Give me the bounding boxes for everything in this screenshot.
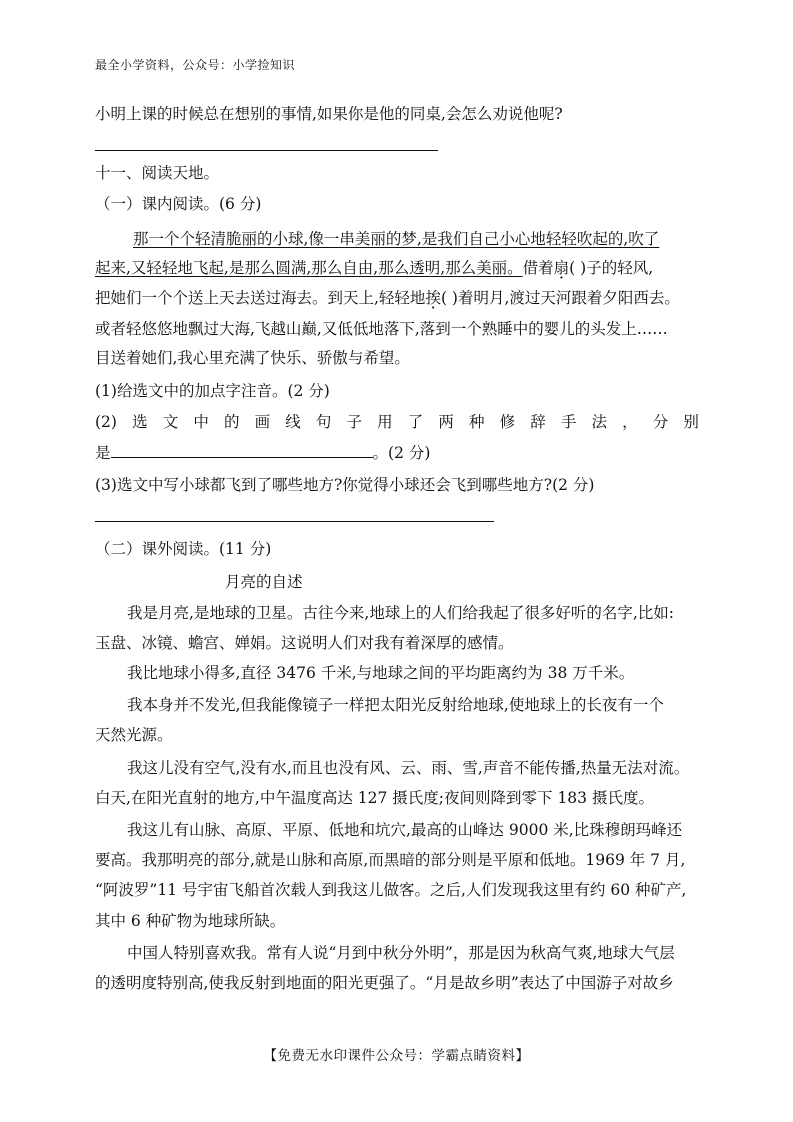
q2-char: 文 xyxy=(162,413,179,431)
q2-char: 别 xyxy=(683,413,699,431)
part2-title: （二）课外阅读。(11 分) xyxy=(95,540,272,558)
part1-title: （一）课内阅读。(6 分) xyxy=(95,195,262,213)
passage2-line: 的透明度特别高,使我反射到地面的阳光更强了。“月是故乡明”表达了中国游子对故乡 xyxy=(95,974,674,992)
passage2-line: 我本身并不发光,但我能像镜子一样把太阳光反射给地球,使地球上的长夜有一个 xyxy=(127,696,664,714)
passage2-line: 玉盘、冰镜、蟾宫、婵娟。这说明人们对我有着深厚的感情。 xyxy=(95,634,514,652)
q2-char: 画 xyxy=(254,413,271,431)
passage2-title: 月亮的自述 xyxy=(225,573,303,591)
dotted-char-shan: 扇 xyxy=(553,259,570,277)
passage2-line: “阿波罗”11 号宇宙飞船首次载人到我这儿做客。之后,人们发现我这里有约 60 种矿产, xyxy=(95,881,687,899)
passage2-line: 我比地球小得多,直径 3476 千米,与地球之间的平均距离约为 38 万千米。 xyxy=(127,664,635,682)
q2-char: 种 xyxy=(468,413,485,431)
passage1-text: 借着 xyxy=(522,259,554,277)
q2-tail-suffix: 。(2 分) xyxy=(372,444,431,462)
q2-char: 了 xyxy=(407,413,424,431)
passage1-line4: 或者轻悠悠地飘过大海,飞越山巅,又低低地落下,落到一个熟睡中的婴儿的头发上…… xyxy=(95,320,668,338)
passage1-line5: 目送着她们,我心里充满了快乐、骄傲与希望。 xyxy=(95,349,410,367)
q2-answer-blank xyxy=(111,443,373,458)
q2-char: 子 xyxy=(346,413,362,431)
q2-tail-prefix: 是 xyxy=(95,444,111,462)
question-2 xyxy=(95,411,699,433)
q2-char: 的 xyxy=(223,413,240,431)
passage1-text: ( )子的轻风, xyxy=(569,259,654,277)
q10-prompt: 小明上课的时候总在想别的事情,如果你是他的同桌,会怎么劝说他呢? xyxy=(95,105,563,123)
q2-char: 选 xyxy=(132,413,148,431)
passage2-line: 中国人特别喜欢我。常有人说“月到中秋分外明”，那是因为秋高气爽,地球大气层 xyxy=(127,944,675,962)
question-1: (1)给选文中的加点字注音。(2 分) xyxy=(95,382,330,400)
underlined-sentence-part1: 那一个个轻清脆丽的小球,像一串美丽的梦,是我们自己小心地轻轻吹起的,吹了 xyxy=(133,230,660,248)
q2-char: 辞 xyxy=(530,413,546,431)
passage1-text: 把她们一个个送上天去送过海去。到天上,轻轻地 xyxy=(95,289,426,307)
footer-note: 【免费无水印课件公众号：学霸点睛资料】 xyxy=(263,1048,530,1064)
q2-char: 用 xyxy=(377,413,393,431)
q2-char: 句 xyxy=(315,413,332,431)
q2-char: 两 xyxy=(438,413,454,431)
passage2-line: 其中 6 种矿物为地球所缺。 xyxy=(95,912,286,930)
q2-char: (2) xyxy=(95,413,117,431)
q2-char: 中 xyxy=(193,413,209,431)
passage1-line2 xyxy=(95,257,653,279)
header-note: 最全小学资料，公众号：小学捡知识 xyxy=(95,58,296,72)
question-3: (3)选文中写小球都飞到了哪些地方?你觉得小球还会飞到哪些地方?(2 分) xyxy=(95,476,595,494)
q2-char: 手 xyxy=(560,413,577,431)
q2-char: 法 xyxy=(591,413,607,431)
dotted-char-ai: 挨 xyxy=(425,289,441,307)
passage1-text: ( )着明月,渡过天河跟着夕阳西去。 xyxy=(440,289,680,307)
q3-answer-line xyxy=(95,521,494,522)
passage2-line: 我这儿没有空气,没有水,而且也没有风、云、雨、雪,声音不能传播,热量无法对流。 xyxy=(127,759,690,777)
section11-title: 十一、阅读天地。 xyxy=(95,164,220,182)
q2-char: 线 xyxy=(285,413,301,431)
passage2-line: 天然光源。 xyxy=(95,726,173,744)
passage2-line: 要高。我那明亮的部分,就是山脉和高原,而黑暗的部分则是平原和低地。1969 年 7 月, xyxy=(95,851,686,869)
passage2-line: 白天,在阳光直射的地方,中午温度高达 127 摄氏度;夜间则降到零下 183 摄氏度。 xyxy=(95,789,654,807)
passage1-line3 xyxy=(95,287,680,309)
q10-answer-line xyxy=(95,150,438,151)
q2-char: ， xyxy=(622,413,638,431)
passage2-line: 我是月亮,是地球的卫星。古往今来,地球上的人们给我起了很多好听的名字,比如: xyxy=(127,604,675,622)
q2-char: 分 xyxy=(652,413,669,431)
passage1-line1 xyxy=(133,228,659,250)
passage2-line: 我这儿有山脉、高原、平原、低地和坑穴,最高的山峰达 9000 米,比珠穆朗玛峰还 xyxy=(127,821,683,839)
underlined-sentence-part2: 起来,又轻轻地飞起,是那么圆满,那么自由,那么透明,那么美丽。 xyxy=(95,259,523,277)
q2-char: 修 xyxy=(499,413,516,431)
question-2-tail xyxy=(95,442,430,464)
